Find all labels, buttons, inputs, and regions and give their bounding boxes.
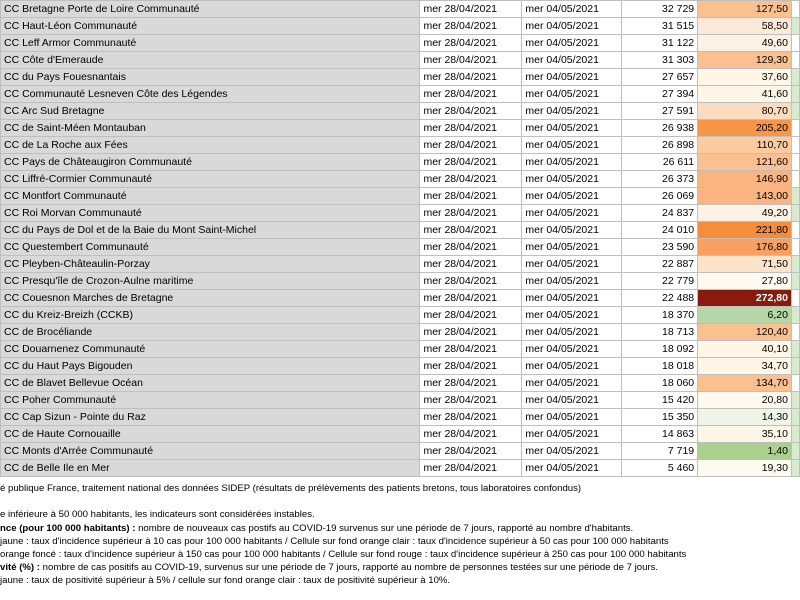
epci-name-cell[interactable]: CC Communauté Lesneven Côte des Légendes: [1, 86, 420, 103]
table-row: [1, 222, 800, 239]
table-row: [1, 205, 800, 222]
table-row: [1, 69, 800, 86]
epci-name-cell[interactable]: CC du Haut Pays Bigouden: [1, 358, 420, 375]
incidence-rate-cell[interactable]: 110,70: [698, 137, 792, 154]
population-cell[interactable]: 22 488: [622, 290, 698, 307]
epci-name-cell[interactable]: CC de Saint-Méen Montauban: [1, 120, 420, 137]
incidence-rate-cell[interactable]: 6,20: [698, 307, 792, 324]
start-date-cell[interactable]: mer 28/04/2021: [420, 120, 522, 137]
table-row: [1, 307, 800, 324]
epci-name-cell[interactable]: CC Montfort Communauté: [1, 188, 420, 205]
table-row: [1, 290, 800, 307]
population-cell[interactable]: 22 887: [622, 256, 698, 273]
end-date-cell[interactable]: mer 04/05/2021: [522, 120, 622, 137]
epci-name-cell[interactable]: CC Couesnon Marches de Bretagne: [1, 290, 420, 307]
table-row: [1, 137, 800, 154]
end-date-cell[interactable]: mer 04/05/2021: [522, 460, 622, 477]
epci-name-cell[interactable]: CC Monts d'Arrée Communauté: [1, 443, 420, 460]
end-date-cell[interactable]: mer 04/05/2021: [522, 324, 622, 341]
end-date-cell[interactable]: mer 04/05/2021: [522, 222, 622, 239]
footnotes: [0, 483, 800, 589]
population-cell[interactable]: 18 018: [622, 358, 698, 375]
footnote-line: [0, 483, 800, 496]
epci-name-cell[interactable]: CC Pays de Châteaugiron Communauté: [1, 154, 420, 171]
footnote-line: [0, 496, 800, 509]
population-cell[interactable]: 18 713: [622, 324, 698, 341]
next-column-cell[interactable]: [791, 375, 799, 392]
table-row: [1, 52, 800, 69]
epci-name-cell[interactable]: CC de La Roche aux Fées: [1, 137, 420, 154]
end-date-cell[interactable]: mer 04/05/2021: [522, 392, 622, 409]
table-row: [1, 358, 800, 375]
incidence-rate-cell[interactable]: 41,60: [698, 86, 792, 103]
table-row: [1, 409, 800, 426]
start-date-cell[interactable]: mer 28/04/2021: [420, 239, 522, 256]
incidence-rate-cell[interactable]: 20,80: [698, 392, 792, 409]
end-date-cell[interactable]: mer 04/05/2021: [522, 375, 622, 392]
population-cell[interactable]: 26 898: [622, 137, 698, 154]
start-date-cell[interactable]: mer 28/04/2021: [420, 171, 522, 188]
table-row: [1, 460, 800, 477]
end-date-cell[interactable]: mer 04/05/2021: [522, 52, 622, 69]
footnote-text: jaune : taux de positivité supérieur à 5% / cellule sur fond orange clair : taux de positivité supérieur à 10%.: [0, 575, 451, 587]
next-column-cell[interactable]: [791, 443, 799, 460]
table-row: [1, 273, 800, 290]
incidence-rate-cell[interactable]: 34,70: [698, 358, 792, 375]
incidence-rate-cell[interactable]: 221,80: [698, 222, 792, 239]
end-date-cell[interactable]: mer 04/05/2021: [522, 290, 622, 307]
table-row: [1, 239, 800, 256]
next-column-cell[interactable]: [791, 52, 799, 69]
footnote-line: [0, 509, 800, 522]
epci-name-cell[interactable]: CC Poher Communauté: [1, 392, 420, 409]
incidence-rate-cell[interactable]: 146,90: [698, 171, 792, 188]
next-column-cell[interactable]: [791, 290, 799, 307]
next-column-cell[interactable]: [791, 154, 799, 171]
incidence-rate-cell[interactable]: 14,30: [698, 409, 792, 426]
population-cell[interactable]: 27 591: [622, 103, 698, 120]
table-row: [1, 18, 800, 35]
start-date-cell[interactable]: mer 28/04/2021: [420, 443, 522, 460]
table-row: [1, 35, 800, 52]
end-date-cell[interactable]: mer 04/05/2021: [522, 171, 622, 188]
incidence-rate-cell[interactable]: 205,20: [698, 120, 792, 137]
next-column-cell[interactable]: [791, 358, 799, 375]
population-cell[interactable]: 18 092: [622, 341, 698, 358]
population-cell[interactable]: 23 590: [622, 239, 698, 256]
footnote-text: jaune : taux d'incidence supérieur à 10 cas pour 100 000 habitants / Cellule sur fond orange clair : taux d'incidence supérieur à 50 cas pour 100 000 habitants: [0, 535, 669, 547]
start-date-cell[interactable]: mer 28/04/2021: [420, 256, 522, 273]
end-date-cell[interactable]: mer 04/05/2021: [522, 239, 622, 256]
end-date-cell[interactable]: mer 04/05/2021: [522, 35, 622, 52]
incidence-rate-cell[interactable]: 49,60: [698, 35, 792, 52]
end-date-cell[interactable]: mer 04/05/2021: [522, 137, 622, 154]
next-column-cell[interactable]: [791, 18, 799, 35]
footnote-text: é publique France, traitement national des données SIDEP (résultats de prélèvements des patients bretons, tous laboratoires confondus): [0, 483, 582, 494]
next-column-cell[interactable]: [791, 341, 799, 358]
incidence-rate-cell[interactable]: 40,10: [698, 341, 792, 358]
start-date-cell[interactable]: mer 28/04/2021: [420, 188, 522, 205]
table-row: [1, 120, 800, 137]
start-date-cell[interactable]: mer 28/04/2021: [420, 426, 522, 443]
footnote-text: nombre de cas positifs au COVID-19, survenus sur une période de 7 jours, rapporté au nombre de personnes testées sur une période de 7 jours.: [39, 562, 659, 574]
next-column-cell[interactable]: [791, 103, 799, 120]
end-date-cell[interactable]: mer 04/05/2021: [522, 18, 622, 35]
incidence-rate-cell[interactable]: 176,80: [698, 239, 792, 256]
incidence-rate-cell[interactable]: 58,50: [698, 18, 792, 35]
footnote-line: [0, 536, 800, 549]
footnote-bold: nce (pour 100 000 habitants) :: [0, 522, 136, 534]
incidence-rate-cell[interactable]: 143,00: [698, 188, 792, 205]
start-date-cell[interactable]: mer 28/04/2021: [420, 1, 522, 18]
population-cell[interactable]: 15 420: [622, 392, 698, 409]
footnote-line: [0, 562, 800, 575]
start-date-cell[interactable]: mer 28/04/2021: [420, 324, 522, 341]
incidence-rate-cell[interactable]: 80,70: [698, 103, 792, 120]
incidence-rate-cell[interactable]: 121,60: [698, 154, 792, 171]
next-column-cell[interactable]: [791, 86, 799, 103]
start-date-cell[interactable]: mer 28/04/2021: [420, 154, 522, 171]
start-date-cell[interactable]: mer 28/04/2021: [420, 307, 522, 324]
footnote-text: nombre de nouveaux cas postifs au COVID-19 survenus sur une période de 7 jours, rapporté au nombre d'habitants.: [135, 522, 634, 534]
end-date-cell[interactable]: mer 04/05/2021: [522, 86, 622, 103]
incidence-rate-cell[interactable]: 272,80: [698, 290, 792, 307]
epci-name-cell[interactable]: CC du Kreiz-Breizh (CCKB): [1, 307, 420, 324]
incidence-rate-cell[interactable]: 129,30: [698, 52, 792, 69]
incidence-rate-cell[interactable]: 1,40: [698, 443, 792, 460]
population-cell[interactable]: 15 350: [622, 409, 698, 426]
footnote-text: orange foncé : taux d'incidence supérieur à 150 cas pour 100 000 habitants / Cellule sur fond rouge : taux d'incidence supérieur à 250 cas pour 100 000 habitants: [0, 548, 687, 560]
incidence-rate-cell[interactable]: 19,30: [698, 460, 792, 477]
next-column-cell[interactable]: [791, 426, 799, 443]
incidence-rate-cell[interactable]: 27,80: [698, 273, 792, 290]
next-column-cell[interactable]: [791, 256, 799, 273]
end-date-cell[interactable]: mer 04/05/2021: [522, 341, 622, 358]
incidence-rate-cell[interactable]: 134,70: [698, 375, 792, 392]
epci-name-cell[interactable]: CC Pleyben-Châteaulin-Porzay: [1, 256, 420, 273]
population-cell[interactable]: 18 060: [622, 375, 698, 392]
population-cell[interactable]: 26 611: [622, 154, 698, 171]
next-column-cell[interactable]: [791, 409, 799, 426]
next-column-cell[interactable]: [791, 273, 799, 290]
population-cell[interactable]: 31 122: [622, 35, 698, 52]
next-column-cell[interactable]: [791, 120, 799, 137]
footnote-bold: vité (%) :: [0, 562, 40, 574]
population-cell[interactable]: 26 373: [622, 171, 698, 188]
end-date-cell[interactable]: mer 04/05/2021: [522, 307, 622, 324]
epci-name-cell[interactable]: CC Presqu'île de Crozon-Aulne maritime: [1, 273, 420, 290]
end-date-cell[interactable]: mer 04/05/2021: [522, 103, 622, 120]
start-date-cell[interactable]: mer 28/04/2021: [420, 460, 522, 477]
start-date-cell[interactable]: mer 28/04/2021: [420, 273, 522, 290]
epci-name-cell[interactable]: CC de Belle Ile en Mer: [1, 460, 420, 477]
epci-name-cell[interactable]: CC Questembert Communauté: [1, 239, 420, 256]
end-date-cell[interactable]: mer 04/05/2021: [522, 443, 622, 460]
start-date-cell[interactable]: mer 28/04/2021: [420, 392, 522, 409]
population-cell[interactable]: 32 729: [622, 1, 698, 18]
end-date-cell[interactable]: mer 04/05/2021: [522, 409, 622, 426]
start-date-cell[interactable]: mer 28/04/2021: [420, 18, 522, 35]
epci-name-cell[interactable]: CC Haut-Léon Communauté: [1, 18, 420, 35]
population-cell[interactable]: 14 863: [622, 426, 698, 443]
end-date-cell[interactable]: mer 04/05/2021: [522, 273, 622, 290]
end-date-cell[interactable]: mer 04/05/2021: [522, 256, 622, 273]
footnote-line: [0, 549, 800, 562]
epci-name-cell[interactable]: CC Bretagne Porte de Loire Communauté: [1, 1, 420, 18]
population-cell[interactable]: 26 938: [622, 120, 698, 137]
incidence-rate-cell[interactable]: 49,20: [698, 205, 792, 222]
next-column-cell[interactable]: [791, 205, 799, 222]
population-cell[interactable]: 24 837: [622, 205, 698, 222]
epci-name-cell[interactable]: CC de Brocéliande: [1, 324, 420, 341]
footnote-line: [0, 523, 800, 536]
table-body: [1, 1, 800, 477]
population-cell[interactable]: 5 460: [622, 460, 698, 477]
incidence-rate-cell[interactable]: 35,10: [698, 426, 792, 443]
end-date-cell[interactable]: mer 04/05/2021: [522, 426, 622, 443]
population-cell[interactable]: 7 719: [622, 443, 698, 460]
table-row: [1, 256, 800, 273]
next-column-cell[interactable]: [791, 239, 799, 256]
end-date-cell[interactable]: mer 04/05/2021: [522, 188, 622, 205]
population-cell[interactable]: 24 010: [622, 222, 698, 239]
next-column-cell[interactable]: [791, 222, 799, 239]
end-date-cell[interactable]: mer 04/05/2021: [522, 154, 622, 171]
table-row: [1, 86, 800, 103]
next-column-cell[interactable]: [791, 1, 799, 18]
table-row: [1, 188, 800, 205]
start-date-cell[interactable]: mer 28/04/2021: [420, 137, 522, 154]
table-row: [1, 324, 800, 341]
incidence-rate-cell[interactable]: 127,50: [698, 1, 792, 18]
end-date-cell[interactable]: mer 04/05/2021: [522, 69, 622, 86]
start-date-cell[interactable]: mer 28/04/2021: [420, 222, 522, 239]
epci-name-cell[interactable]: CC du Pays de Dol et de la Baie du Mont Saint-Michel: [1, 222, 420, 239]
population-cell[interactable]: 27 394: [622, 86, 698, 103]
table-row: [1, 171, 800, 188]
next-column-cell[interactable]: [791, 307, 799, 324]
start-date-cell[interactable]: mer 28/04/2021: [420, 409, 522, 426]
population-cell[interactable]: 18 370: [622, 307, 698, 324]
table-row: [1, 443, 800, 460]
start-date-cell[interactable]: mer 28/04/2021: [420, 103, 522, 120]
next-column-cell[interactable]: [791, 324, 799, 341]
epci-name-cell[interactable]: CC Leff Armor Communauté: [1, 35, 420, 52]
start-date-cell[interactable]: mer 28/04/2021: [420, 290, 522, 307]
epci-name-cell[interactable]: CC du Pays Fouesnantais: [1, 69, 420, 86]
footnote-line: [0, 575, 800, 588]
footnote-text: e inférieure à 50 000 habitants, les indicateurs sont considérées instables.: [0, 509, 315, 521]
next-column-cell[interactable]: [791, 171, 799, 188]
next-column-cell[interactable]: [791, 460, 799, 477]
start-date-cell[interactable]: mer 28/04/2021: [420, 52, 522, 69]
incidence-rate-cell[interactable]: 71,50: [698, 256, 792, 273]
start-date-cell[interactable]: mer 28/04/2021: [420, 205, 522, 222]
table-row: [1, 1, 800, 18]
incidence-rate-cell[interactable]: 37,60: [698, 69, 792, 86]
end-date-cell[interactable]: mer 04/05/2021: [522, 358, 622, 375]
epci-name-cell[interactable]: CC Roi Morvan Communauté: [1, 205, 420, 222]
epci-name-cell[interactable]: CC Douarnenez Communauté: [1, 341, 420, 358]
start-date-cell[interactable]: mer 28/04/2021: [420, 341, 522, 358]
epci-name-cell[interactable]: CC de Haute Cornouaille: [1, 426, 420, 443]
population-cell[interactable]: 31 303: [622, 52, 698, 69]
table-row: [1, 392, 800, 409]
epci-name-cell[interactable]: CC Liffré-Cormier Communauté: [1, 171, 420, 188]
incidence-rate-cell[interactable]: 120,40: [698, 324, 792, 341]
next-column-cell[interactable]: [791, 392, 799, 409]
table-row: [1, 154, 800, 171]
epci-name-cell[interactable]: CC Côte d'Emeraude: [1, 52, 420, 69]
epci-name-cell[interactable]: CC Cap Sizun - Pointe du Raz: [1, 409, 420, 426]
population-cell[interactable]: 27 657: [622, 69, 698, 86]
next-column-cell[interactable]: [791, 69, 799, 86]
start-date-cell[interactable]: mer 28/04/2021: [420, 358, 522, 375]
next-column-cell[interactable]: [791, 35, 799, 52]
table-row: [1, 375, 800, 392]
population-cell[interactable]: 31 515: [622, 18, 698, 35]
epci-name-cell[interactable]: CC Arc Sud Bretagne: [1, 103, 420, 120]
start-date-cell[interactable]: mer 28/04/2021: [420, 375, 522, 392]
table-row: [1, 341, 800, 358]
population-cell[interactable]: 22 779: [622, 273, 698, 290]
start-date-cell[interactable]: mer 28/04/2021: [420, 86, 522, 103]
end-date-cell[interactable]: mer 04/05/2021: [522, 1, 622, 18]
table-row: [1, 103, 800, 120]
next-column-cell[interactable]: [791, 137, 799, 154]
table-row: [1, 426, 800, 443]
population-cell[interactable]: 26 069: [622, 188, 698, 205]
epci-name-cell[interactable]: CC de Blavet Bellevue Océan: [1, 375, 420, 392]
start-date-cell[interactable]: mer 28/04/2021: [420, 35, 522, 52]
start-date-cell[interactable]: mer 28/04/2021: [420, 69, 522, 86]
end-date-cell[interactable]: mer 04/05/2021: [522, 205, 622, 222]
next-column-cell[interactable]: [791, 188, 799, 205]
